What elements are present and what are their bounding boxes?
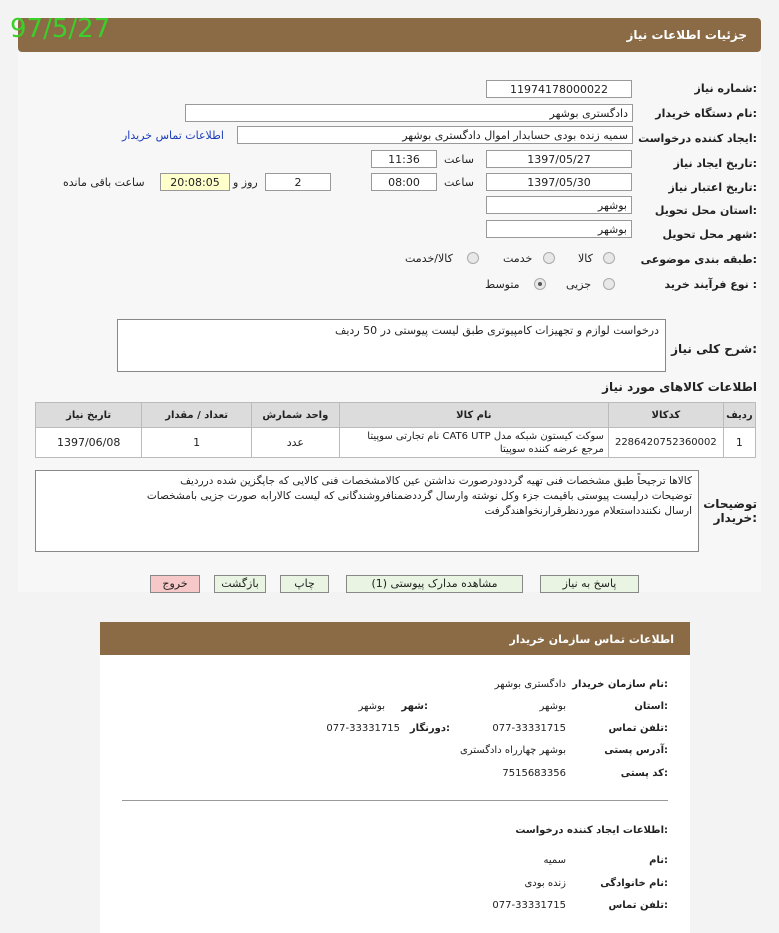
buyer-notes-line: ارسال نکنندداستعلام موردنظرقرارنخواهندگرفت <box>484 505 692 517</box>
contact-phone-label: تلفن تماس: <box>608 723 668 734</box>
contact-phone-value: 077-33331715 <box>492 723 566 734</box>
col-date: تاریخ نیاز <box>36 403 142 428</box>
buyer-contact-link[interactable]: اطلاعات تماس خریدار <box>122 129 224 142</box>
description-text: درخواست لوازم و تجهیزات کامپیوتری طبق لیست پیوستی در 50 ردیف <box>117 319 666 372</box>
buyer-org-field[interactable]: دادگستری بوشهر <box>185 104 633 122</box>
category-radio-service[interactable] <box>543 252 555 264</box>
creator-family-label: نام خانوادگی: <box>600 878 668 889</box>
category-label: طبقه بندی موضوعی: <box>640 253 757 266</box>
items-title: اطلاعات کالاهای مورد نیاز <box>602 380 757 394</box>
validity-date-label: تاریخ اعتبار نیاز: <box>668 181 757 194</box>
validity-time-label: ساعت <box>444 176 474 189</box>
remaining-label: ساعت باقی مانده <box>63 176 145 189</box>
province-field[interactable]: بوشهر <box>486 196 632 214</box>
col-code: کدکالا <box>608 403 723 428</box>
creator-phone-label: تلفن تماس: <box>608 900 668 911</box>
process-option-medium: متوسط <box>485 278 520 291</box>
requester-label: ایجاد کننده درخواست: <box>638 132 757 145</box>
category-option-service: خدمت <box>503 252 533 265</box>
city-field[interactable]: بوشهر <box>486 220 632 238</box>
col-qty: تعداد / مقدار <box>142 403 252 428</box>
creator-phone-value: 077-33331715 <box>492 900 566 911</box>
process-option-minor: جزیی <box>566 278 592 291</box>
contact-postal-value: 7515683356 <box>502 768 566 779</box>
print-button[interactable]: چاپ <box>280 575 329 593</box>
creator-name-label: نام: <box>649 855 668 866</box>
col-unit: واحد شمارش <box>251 403 339 428</box>
contact-org-label: نام سازمان خریدار: <box>572 679 668 690</box>
contact-province-value: بوشهر <box>539 701 566 712</box>
need-number-field[interactable]: 11974178000022 <box>486 80 632 98</box>
requester-field[interactable]: سمیه زنده بودی حسابدار اموال دادگستری بوشهر <box>237 126 633 144</box>
validity-time-field[interactable]: 08:00 <box>371 173 437 191</box>
process-radio-medium[interactable] <box>534 278 546 290</box>
page-title: جزئیات اطلاعات نیاز <box>626 28 747 42</box>
col-row: ردیف <box>723 403 755 428</box>
process-label: نوع فرآیند خرید : <box>664 278 757 291</box>
cell-name-line1: سوکت کیستون شبکه مدل CAT6 UTP نام تجارتی سوپیتا <box>367 430 604 442</box>
contact-fax-label: دورنگار: <box>409 723 450 734</box>
category-radio-both[interactable] <box>467 252 479 264</box>
header-bar <box>18 18 761 52</box>
need-number-label: شماره نیاز: <box>694 82 757 95</box>
cell-unit: عدد <box>251 428 339 458</box>
contact-fax-value: 077-33331715 <box>326 723 400 734</box>
contact-panel <box>100 622 690 933</box>
created-date-field[interactable]: 1397/05/27 <box>486 150 632 168</box>
cell-row: 1 <box>723 428 755 458</box>
buyer-notes-label: توضیحات خریدار: <box>703 497 757 525</box>
cell-code: 2286420752360002 <box>608 428 723 458</box>
contact-divider <box>122 800 668 801</box>
cell-name-line2: مرجع عرضه کننده سوپیتا <box>499 443 604 455</box>
description-label: شرح کلی نیاز: <box>671 342 757 356</box>
items-table <box>35 402 756 458</box>
creator-title: اطلاعات ایجاد کننده درخواست: <box>515 825 668 836</box>
creator-name-value: سمیه <box>543 855 566 866</box>
created-time-field[interactable]: 11:36 <box>371 150 437 168</box>
back-button[interactable]: بازگشت <box>214 575 266 593</box>
col-name: نام کالا <box>339 403 608 428</box>
days-field: 2 <box>265 173 331 191</box>
exit-button[interactable]: خروج <box>150 575 200 593</box>
process-radio-minor[interactable] <box>603 278 615 290</box>
buyer-notes-box <box>35 470 699 552</box>
category-radio-goods[interactable] <box>603 252 615 264</box>
contact-province-label: استان: <box>634 701 668 712</box>
city-label: شهر محل تحویل: <box>662 228 757 241</box>
cell-name <box>339 428 608 458</box>
buyer-org-label: نام دستگاه خریدار: <box>655 107 757 120</box>
province-label: استان محل تحویل: <box>654 204 757 217</box>
contact-org-value: دادگستری بوشهر <box>494 679 566 690</box>
validity-date-field[interactable]: 1397/05/30 <box>486 173 632 191</box>
cell-date: 1397/06/08 <box>36 428 142 458</box>
contact-city-value: بوشهر <box>358 701 385 712</box>
creator-family-value: زنده بودی <box>524 878 566 889</box>
contact-title: اطلاعات تماس سازمان خریدار <box>509 633 674 646</box>
reply-button[interactable]: پاسخ به نیاز <box>540 575 639 593</box>
contact-address-label: آدرس پستی: <box>604 745 668 756</box>
cell-qty: 1 <box>142 428 252 458</box>
contact-address-value: بوشهر چهارراه دادگستری <box>459 745 566 756</box>
contact-postal-label: کد پستی: <box>620 768 668 779</box>
created-date-label: تاریخ ایجاد نیاز: <box>673 157 757 170</box>
remaining-time-field: 20:08:05 <box>160 173 230 191</box>
attachments-button[interactable]: مشاهده مدارک پیوستی (1) <box>346 575 523 593</box>
buyer-notes-line: توضیحات درلیست پیوستی باقیمت جزء وکل نوشته وارسال گرددضمنافروشندگانی که لیست کالارابه صورت جزیی بامشخصات <box>146 490 692 502</box>
days-label: روز و <box>233 176 258 189</box>
created-time-label: ساعت <box>444 153 474 166</box>
category-option-goods: کالا <box>578 252 593 265</box>
table-row <box>36 428 756 458</box>
contact-header <box>100 622 690 655</box>
contact-city-label: شهر: <box>401 701 428 712</box>
date-stamp: 97/5/27 <box>10 14 111 44</box>
buyer-notes-line: کالاها ترجیحاً طبق مشخصات فنی تهیه گرددودرصورت نداشتن عین کالامشخصات فنی کالایی که جایگزین شده درردیف <box>180 475 692 487</box>
category-option-both: کالا/خدمت <box>405 252 453 265</box>
